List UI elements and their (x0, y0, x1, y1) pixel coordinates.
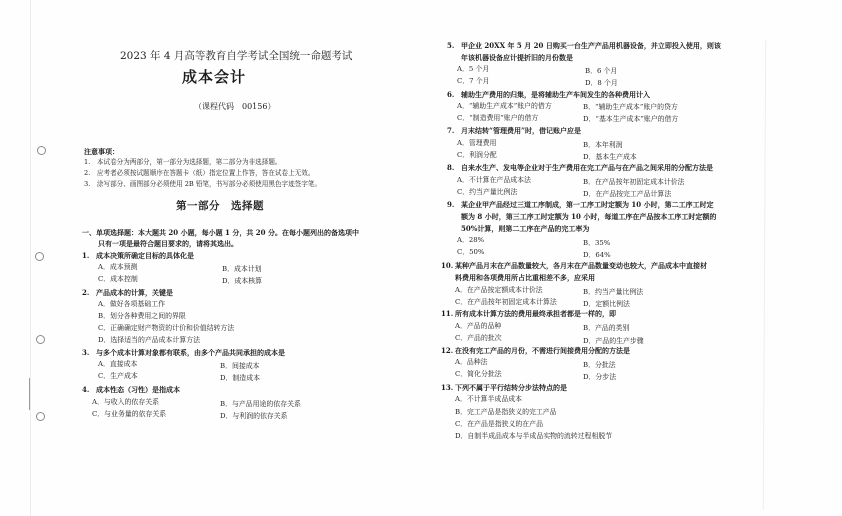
question-12-option-d: D．分步法 (583, 373, 617, 381)
question-1-option-a: A．成本预测 (98, 263, 138, 271)
question-13-option-c: C．在产品是指狭义的在产品 (455, 420, 543, 428)
question-11-option-c: C．产品的批次 (455, 334, 502, 342)
question-4-stem: 4. 成本性态（习性）是指成本 (82, 385, 180, 394)
question-10-option-d: D．定额比例法 (583, 300, 630, 308)
question-7-option-b: B．本年利润 (583, 141, 623, 149)
question-11-option-b: B．产品的类别 (583, 324, 630, 332)
question-12-option-a: A．品种法 (455, 358, 488, 366)
question-1-stem: 1. 成本决策所确定目标的具体化是 (82, 251, 194, 260)
question-9-stem-cont: 50%计算，则第二工序在产品的完工率为 (461, 224, 590, 233)
hole-punch-icon (37, 146, 46, 155)
question-13-stem: 13. 下列不属于平行结转分步法特点的是 (441, 383, 567, 392)
part-title: 第一部分 选择题 (176, 200, 264, 212)
notes-label: 注意事项： (84, 147, 119, 156)
course-code: （课程代码 00156） (194, 102, 276, 111)
question-6-option-b: B．“辅助生产成本”账户的贷方 (583, 103, 678, 111)
question-12-stem: 12. 在没有完工产品的月份，不需进行间接费用分配的方法是 (441, 346, 630, 355)
question-8-stem: 8. 自来水生产、发电等企业对于生产费用在完工产品与在产品之间采用的分配方法是 (447, 163, 713, 172)
question-10-stem: 10. 某种产品月末在产品数量较大，各月末在产品数量变动也较大，产品成本中直接材 (441, 261, 707, 270)
question-1-option-b: B．成本计划 (222, 265, 262, 273)
question-12-option-b: B．分批法 (583, 361, 616, 369)
question-9-option-a: A．28% (457, 236, 485, 244)
note-item: 3. 涂写部分、画图部分必须使用 2B 铅笔，书写部分必须使用黑色字迹签字笔。 (84, 180, 322, 188)
question-2-option-b: B．划分各种费用之间的界限 (98, 312, 186, 320)
question-10-stem-cont: 料费用和各项费用所占比重相差不多，应采用 (455, 273, 595, 282)
question-11-option-d: D．产品的生产步骤 (583, 337, 644, 345)
question-8-option-b: B．在产品按年初固定成本计价法 (583, 178, 685, 186)
question-7-stem: 7. 月末结转“管理费用”时，借记账户应是 (447, 126, 582, 135)
question-4-option-a: A．与收入的依存关系 (92, 398, 159, 406)
hole-punch-icon (36, 412, 45, 421)
question-9-option-c: C．50% (457, 248, 485, 256)
question-7-option-c: C．利润分配 (457, 151, 497, 159)
question-3-option-b: B．间接成本 (220, 362, 260, 370)
question-4-option-d: D．与利润的依存关系 (220, 412, 288, 420)
margin-mark (29, 378, 30, 410)
subject-title: 成本会计 (182, 68, 247, 86)
question-5-option-b: B．6 个月 (585, 67, 618, 75)
question-13-option-a: A．不计算半成品成本 (455, 395, 522, 403)
question-9-stem-cont: 额为 8 小时，第三工序工时定额为 10 小时，每道工序在产品按本工序工时定额的 (461, 212, 717, 221)
question-2-option-a: A．做好各项基础工作 (98, 300, 165, 308)
question-6-option-d: D．“基本生产成本”账户的借方 (583, 115, 679, 123)
question-10-option-c: C．在产品按年初固定成本计算法 (455, 298, 557, 306)
question-3-option-a: A．直接成本 (98, 360, 138, 368)
question-5-stem: 5. 甲企业 20XX 年 5 月 20 日购买一台生产产品用机器设备，并立即投入使用，则该 (447, 41, 721, 50)
question-5-option-d: D．8 个月 (585, 79, 618, 87)
question-1-option-c: C．成本控制 (98, 275, 138, 283)
question-2-option-c: C．正确确定财产物资的计价和价值结转方法 (98, 324, 235, 332)
question-1-option-d: D．成本核算 (222, 277, 262, 285)
section-intro: 只有一项是最符合题目要求的，请将其选出。 (98, 239, 238, 248)
question-7-option-d: D．基本生产成本 (583, 153, 637, 161)
question-3-option-d: D．制造成本 (220, 374, 260, 382)
note-item: 2. 应考者必须按试题顺序在答题卡（纸）指定位置上作答，答在试卷上无效。 (84, 169, 315, 177)
question-13-option-d: D．自制半成品成本与半成品实物的流转过程相脱节 (455, 432, 613, 440)
question-10-option-a: A．在产品按定额成本计价法 (455, 286, 543, 294)
question-7-option-a: A．管理费用 (457, 139, 497, 147)
question-6-option-c: C．“制造费用”账户的借方 (457, 114, 539, 122)
question-11-option-a: A．产品的品种 (455, 322, 502, 330)
section-intro: 一、单项选择题：本大题共 20 小题，每小题 1 分，共 20 分。在每小题列出的备选项中 (82, 228, 359, 237)
question-5-option-a: A．5 个月 (457, 65, 490, 73)
question-13-option-b: B．完工产品是指狭义的完工产品 (455, 408, 557, 416)
question-9-option-d: D．64% (583, 251, 611, 259)
question-2-option-d: D．选择适当的产品成本计算方法 (98, 336, 200, 344)
question-5-option-c: C．7 个月 (457, 77, 490, 85)
question-11-stem: 11. 所有成本计算方法的费用最终承担者都是一样的，即 (441, 309, 616, 318)
note-item: 1. 本试卷分为两部分，第一部分为选择题，第二部分为非选择题。 (84, 158, 282, 166)
question-3-stem: 3. 与多个成本计算对象都有联系，由多个产品共同承担的成本是 (82, 348, 285, 357)
question-6-stem: 6. 辅助生产费用的归集，是将辅助生产车间发生的各种费用计入 (447, 90, 650, 99)
page-left-edge (30, 0, 31, 516)
question-9-option-b: B．35% (583, 239, 611, 247)
hole-punch-icon (35, 252, 44, 261)
page-fold-line (763, 40, 766, 510)
question-3-option-c: C．生产成本 (98, 372, 138, 380)
question-5-stem-cont: 年该机器设备应计提折旧的月份数是 (461, 53, 573, 62)
question-2-stem: 2. 产品成本的计算，关键是 (82, 288, 173, 297)
question-6-option-a: A．“辅助生产成本”账户的借方 (457, 102, 552, 110)
question-8-option-a: A．不计算在产品成本法 (457, 176, 531, 184)
question-8-option-d: D．在产品按完工产品计算法 (583, 190, 672, 198)
hole-punch-icon (36, 335, 45, 344)
question-12-option-c: C．简化分批法 (455, 370, 502, 378)
question-8-option-c: C．约当产量比例法 (457, 188, 518, 196)
question-9-stem: 9. 某企业甲产品经过三道工序制成，第一工序工时定额为 10 小时，第二工序工时定 (447, 200, 714, 209)
exam-title: 2023 年 4 月高等教育自学考试全国统一命题考试 (120, 50, 353, 62)
question-4-option-c: C．与业务量的依存关系 (92, 410, 167, 418)
question-4-option-b: B．与产品用途的依存关系 (220, 400, 301, 408)
question-10-option-b: B．约当产量比例法 (583, 288, 644, 296)
